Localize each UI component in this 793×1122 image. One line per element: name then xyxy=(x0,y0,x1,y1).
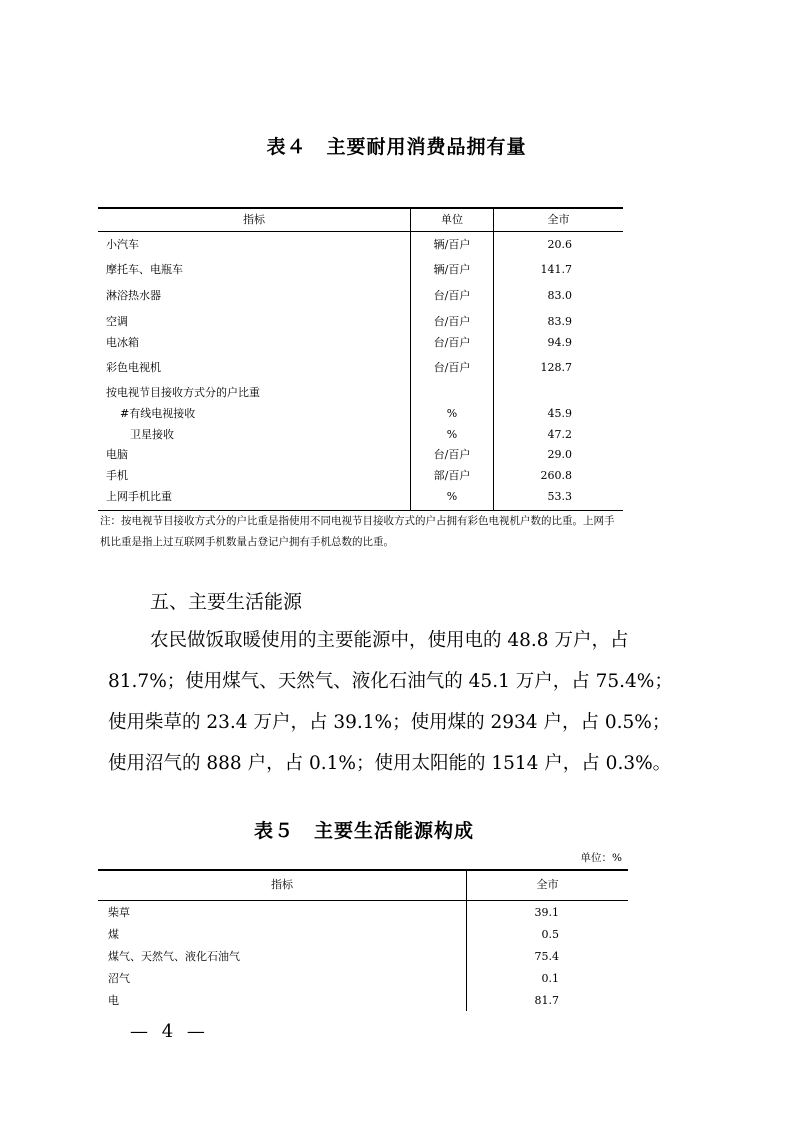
table5-title: 表５ 主要生活能源构成 xyxy=(253,820,474,842)
row-label: 按电视节目接收方式分的户比重 xyxy=(106,386,260,399)
row-label: 柴草 xyxy=(108,906,130,919)
row-unit: 台/百户 xyxy=(433,448,471,461)
table5-header-indicator: 指标 xyxy=(271,878,293,891)
table4-header-unit: 单位 xyxy=(441,213,463,226)
row-unit: 台/百户 xyxy=(433,289,471,302)
table5-header-city: 全市 xyxy=(536,878,559,891)
row-unit: 台/百户 xyxy=(433,336,471,349)
row-unit: 辆/百户 xyxy=(433,263,471,276)
row-value: 29.0 xyxy=(547,448,572,461)
row-value: 20.6 xyxy=(547,238,572,251)
page-number: — 4 — xyxy=(130,1021,209,1042)
row-label: 彩色电视机 xyxy=(106,361,161,374)
row-label: 摩托车、电瓶车 xyxy=(106,263,183,276)
row-label: 卫星接收 xyxy=(130,428,174,441)
row-label: 电冰箱 xyxy=(106,336,139,349)
table4-col-divider-1 xyxy=(410,207,411,511)
row-label: 煤气、天然气、液化石油气 xyxy=(108,950,240,963)
table5-header-rule xyxy=(98,900,628,901)
row-unit: % xyxy=(446,428,458,441)
table4-header-indicator: 指标 xyxy=(243,213,265,226)
row-label: 淋浴热水器 xyxy=(106,289,161,302)
section-heading: 五、主要生活能源 xyxy=(150,591,303,613)
paragraph-line: 81.7%；使用煤气、天然气、液化石油气的 45.1 万户，占 75.4%； xyxy=(108,671,673,692)
row-value: 0.1 xyxy=(541,972,559,985)
row-value: 47.2 xyxy=(547,428,572,441)
table4-note-line1: 注：按电视节目接收方式分的户比重是指使用不同电视节目接收方式的户占拥有彩色电视机户数的比重。上网手 xyxy=(100,515,615,527)
row-label: #有线电视接收 xyxy=(120,407,196,420)
table4-header-city: 全市 xyxy=(547,213,570,226)
table4-title: 表４ 主要耐用消费品拥有量 xyxy=(266,136,527,158)
paragraph-line: 农民做饭取暖使用的主要能源中，使用电的 48.8 万户，占 xyxy=(150,630,629,651)
row-value: 45.9 xyxy=(547,407,572,420)
row-unit: 辆/百户 xyxy=(433,238,471,251)
row-value: 83.9 xyxy=(547,315,572,328)
row-value: 81.7 xyxy=(534,994,559,1007)
row-label: 手机 xyxy=(106,469,128,482)
table5-unit-note: 单位：% xyxy=(580,852,622,864)
row-value: 75.4 xyxy=(534,950,559,963)
row-unit: % xyxy=(446,490,458,503)
row-value: 260.8 xyxy=(540,469,572,482)
row-value: 0.5 xyxy=(541,928,559,941)
row-value: 53.3 xyxy=(547,490,572,503)
table4-top-rule xyxy=(98,207,623,209)
row-value: 94.9 xyxy=(547,336,572,349)
row-label: 电脑 xyxy=(106,448,128,461)
table4-header-rule xyxy=(98,231,623,232)
row-label: 电 xyxy=(108,994,119,1007)
row-label: 煤 xyxy=(108,928,119,941)
table4-note-line2: 机比重是指上过互联网手机数量占登记户拥有手机总数的比重。 xyxy=(100,536,394,548)
row-label: 沼气 xyxy=(108,972,130,985)
paragraph-line: 使用柴草的 23.4 万户，占 39.1%；使用煤的 2934 户，占 0.5%； xyxy=(108,712,671,733)
row-value: 83.0 xyxy=(547,289,572,302)
table5-top-rule xyxy=(98,869,628,871)
row-label: 上网手机比重 xyxy=(106,490,172,503)
row-unit: 台/百户 xyxy=(433,315,471,328)
row-value: 141.7 xyxy=(540,263,572,276)
paragraph-line: 使用沼气的 888 户，占 0.1%；使用太阳能的 1514 户，占 0.3%。 xyxy=(108,753,672,774)
row-label: 空调 xyxy=(106,315,128,328)
table4-col-divider-2 xyxy=(493,207,494,511)
row-value: 128.7 xyxy=(540,361,572,374)
row-unit: % xyxy=(446,407,458,420)
row-unit: 台/百户 xyxy=(433,361,471,374)
row-label: 小汽车 xyxy=(106,238,139,251)
row-value: 39.1 xyxy=(534,906,559,919)
row-unit: 部/百户 xyxy=(433,469,471,482)
